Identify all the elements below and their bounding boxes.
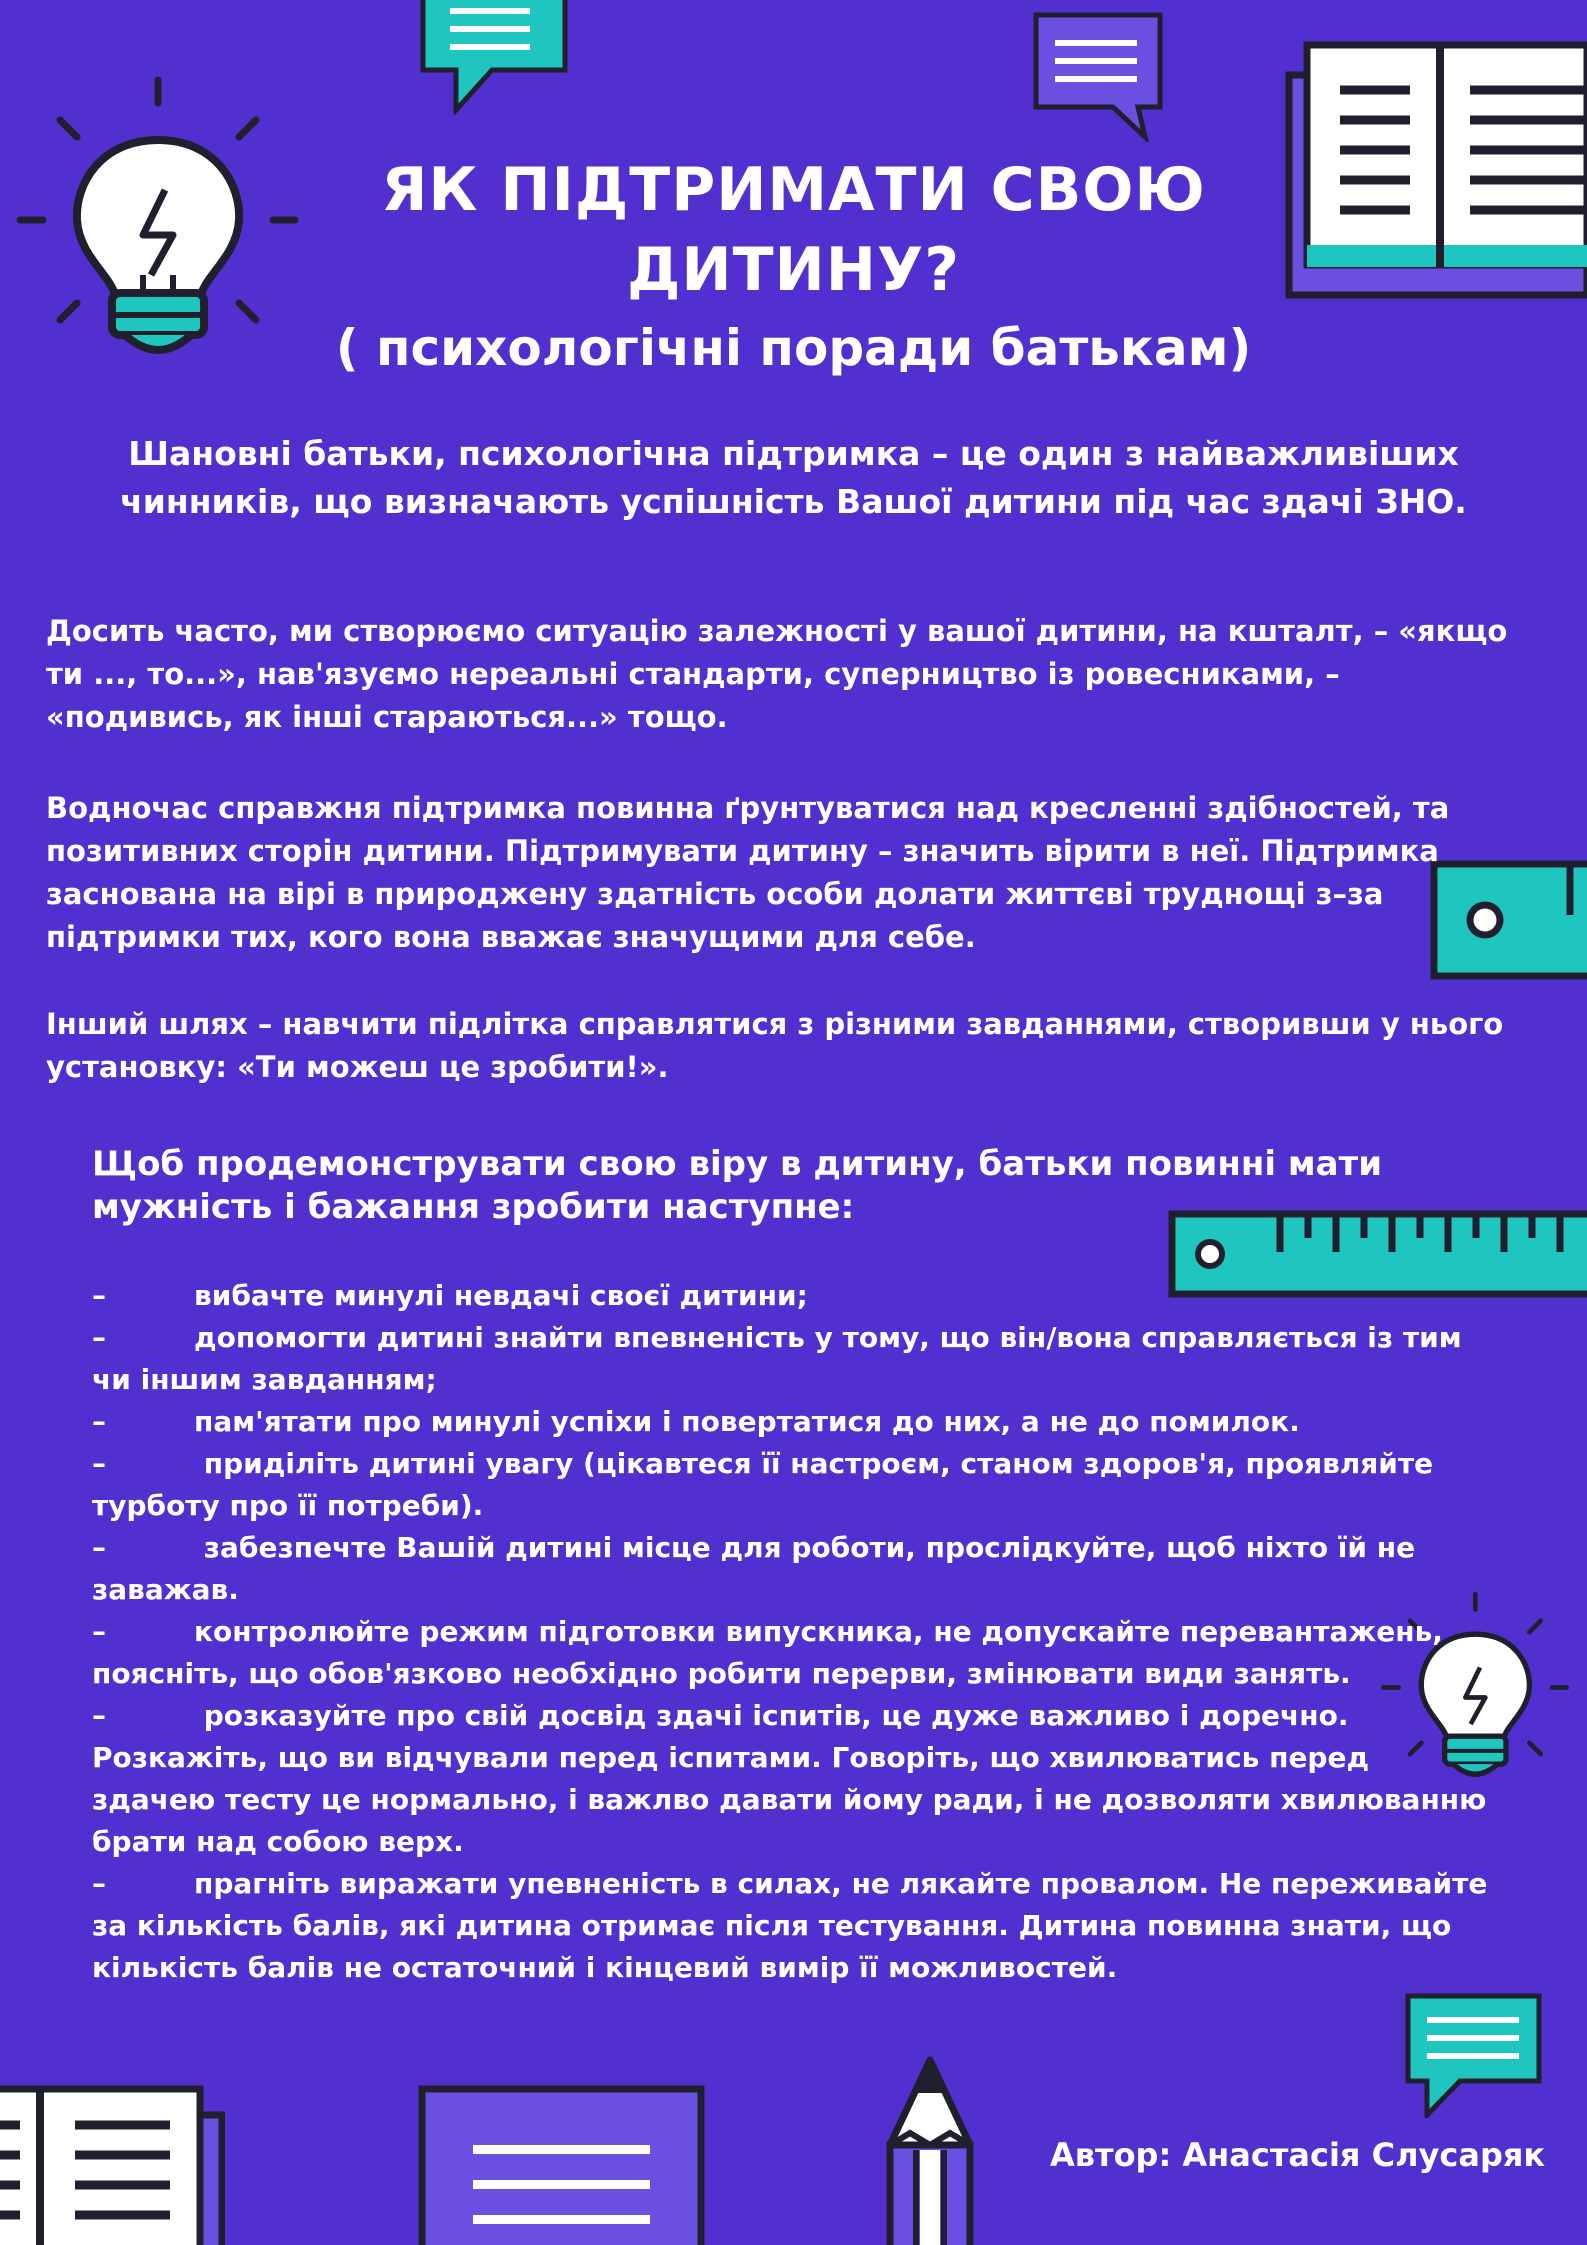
paragraph-real-support: Водночас справжня підтримка повинна ґрунтуватися над кресленні здібностей, та позитивних сторін дитини. Підтримувати дитину – значить вірити в неї. Підтримка заснована на вірі в природжену здатність особи долати життєві труднощі з–за підтримки тих, кого вона вважає значущими для себе. xyxy=(46,791,1450,954)
notebook-icon xyxy=(418,2085,705,2245)
list-dash: – xyxy=(92,1447,106,1480)
list-item-text: вибачте минулі невдачі своєї дитини; xyxy=(194,1279,808,1312)
page-subtitle: ( психологічні поради батькам) xyxy=(335,319,1252,377)
list-item-text: пам'ятати про минулі успіхи і повертатися до них, а не до помилок. xyxy=(194,1405,1300,1438)
title-line-2: ДИТИНУ? xyxy=(626,235,961,305)
pencil-icon xyxy=(880,2055,980,2245)
list-dash: – xyxy=(92,1405,106,1438)
list-dash: – xyxy=(92,1867,106,1900)
paragraph-dependency: Досить часто, ми створюємо ситуацію залежності у вашої дитини, на кшталт, – «якщо ти ..., то...», нав'язуємо нереальні стандарти, суперництво із ровесниками, – «подивись, як інші стараються...» тощо. xyxy=(46,614,1508,734)
advice-list xyxy=(92,1275,1492,1989)
book-icon xyxy=(0,2085,225,2245)
list-item-text: забезпечте Вашій дитині місце для роботи, прослідкуйте, щоб ніхто їй не заважав. xyxy=(92,1531,1416,1606)
list-dash: – xyxy=(92,1279,106,1312)
list-item xyxy=(92,1611,1492,1695)
list-item xyxy=(92,1443,1492,1527)
list-item-text: розказуйте про свій досвід здачі іспитів, це дуже важливо і доречно. Розкажіть, що ви відчували перед іспитами. Говоріть, що хвилюватись перед здачею тесту це нормально, і важлво давати йому ради, і не дозволяти хвилюванню брати над собою верх. xyxy=(92,1699,1487,1858)
list-item xyxy=(92,1317,1492,1401)
list-item-text: прагніть виражати упевненість в силах, не лякайте провалом. Не переживайте за кількість балів, які дитина отримає після тестування. Дитина повинна знати, що кількість балів не остаточний і кінцевий вимір її можливостей. xyxy=(92,1867,1488,1984)
title-line-1: ЯК ПІДТРИМАТИ СВОЮ xyxy=(381,155,1206,225)
author-credit: Автор: Анастасія Слусаряк xyxy=(1050,2136,1546,2174)
list-item xyxy=(92,1863,1492,1989)
speech-bubble-icon xyxy=(420,0,570,115)
list-item-text: контролюйте режим підготовки випускника, не допускайте перевантажень, поясніть, що обов'язково необхідно робити перерви, змінювати види занять. xyxy=(92,1615,1443,1690)
list-dash: – xyxy=(92,1531,106,1564)
list-item xyxy=(92,1275,1492,1317)
speech-bubble-icon xyxy=(1405,1993,1542,2118)
list-item-text: допомогти дитині знайти впевненість у тому, що він/вона справляється із тим чи іншим завданням; xyxy=(92,1321,1462,1396)
list-item xyxy=(92,1527,1492,1611)
page-title xyxy=(250,150,1337,310)
intro-paragraph: Шановні батьки, психологічна підтримка – це один з найважливіших чинників, що визначають успішність Вашої дитини під час здачі ЗНО. xyxy=(120,434,1467,521)
advice-lead: Щоб продемонструвати свою віру в дитину, батьки повинні мати мужність і бажання зробити наступне: xyxy=(92,1144,1383,1227)
list-dash: – xyxy=(92,1615,106,1648)
speech-bubble-icon xyxy=(1033,12,1163,142)
list-dash: – xyxy=(92,1699,106,1732)
list-item xyxy=(92,1401,1492,1443)
paragraph-other-way: Інший шлях – навчити підлітка справлятися з різними завданнями, створивши у нього установку: «Ти можеш це зробити!». xyxy=(46,1007,1504,1084)
list-item-text: приділіть дитині увагу (цікавтеся її настроєм, станом здоров'я, проявляйте турботу про її потреби). xyxy=(92,1447,1434,1522)
list-dash: – xyxy=(92,1321,106,1354)
list-item xyxy=(92,1695,1492,1863)
